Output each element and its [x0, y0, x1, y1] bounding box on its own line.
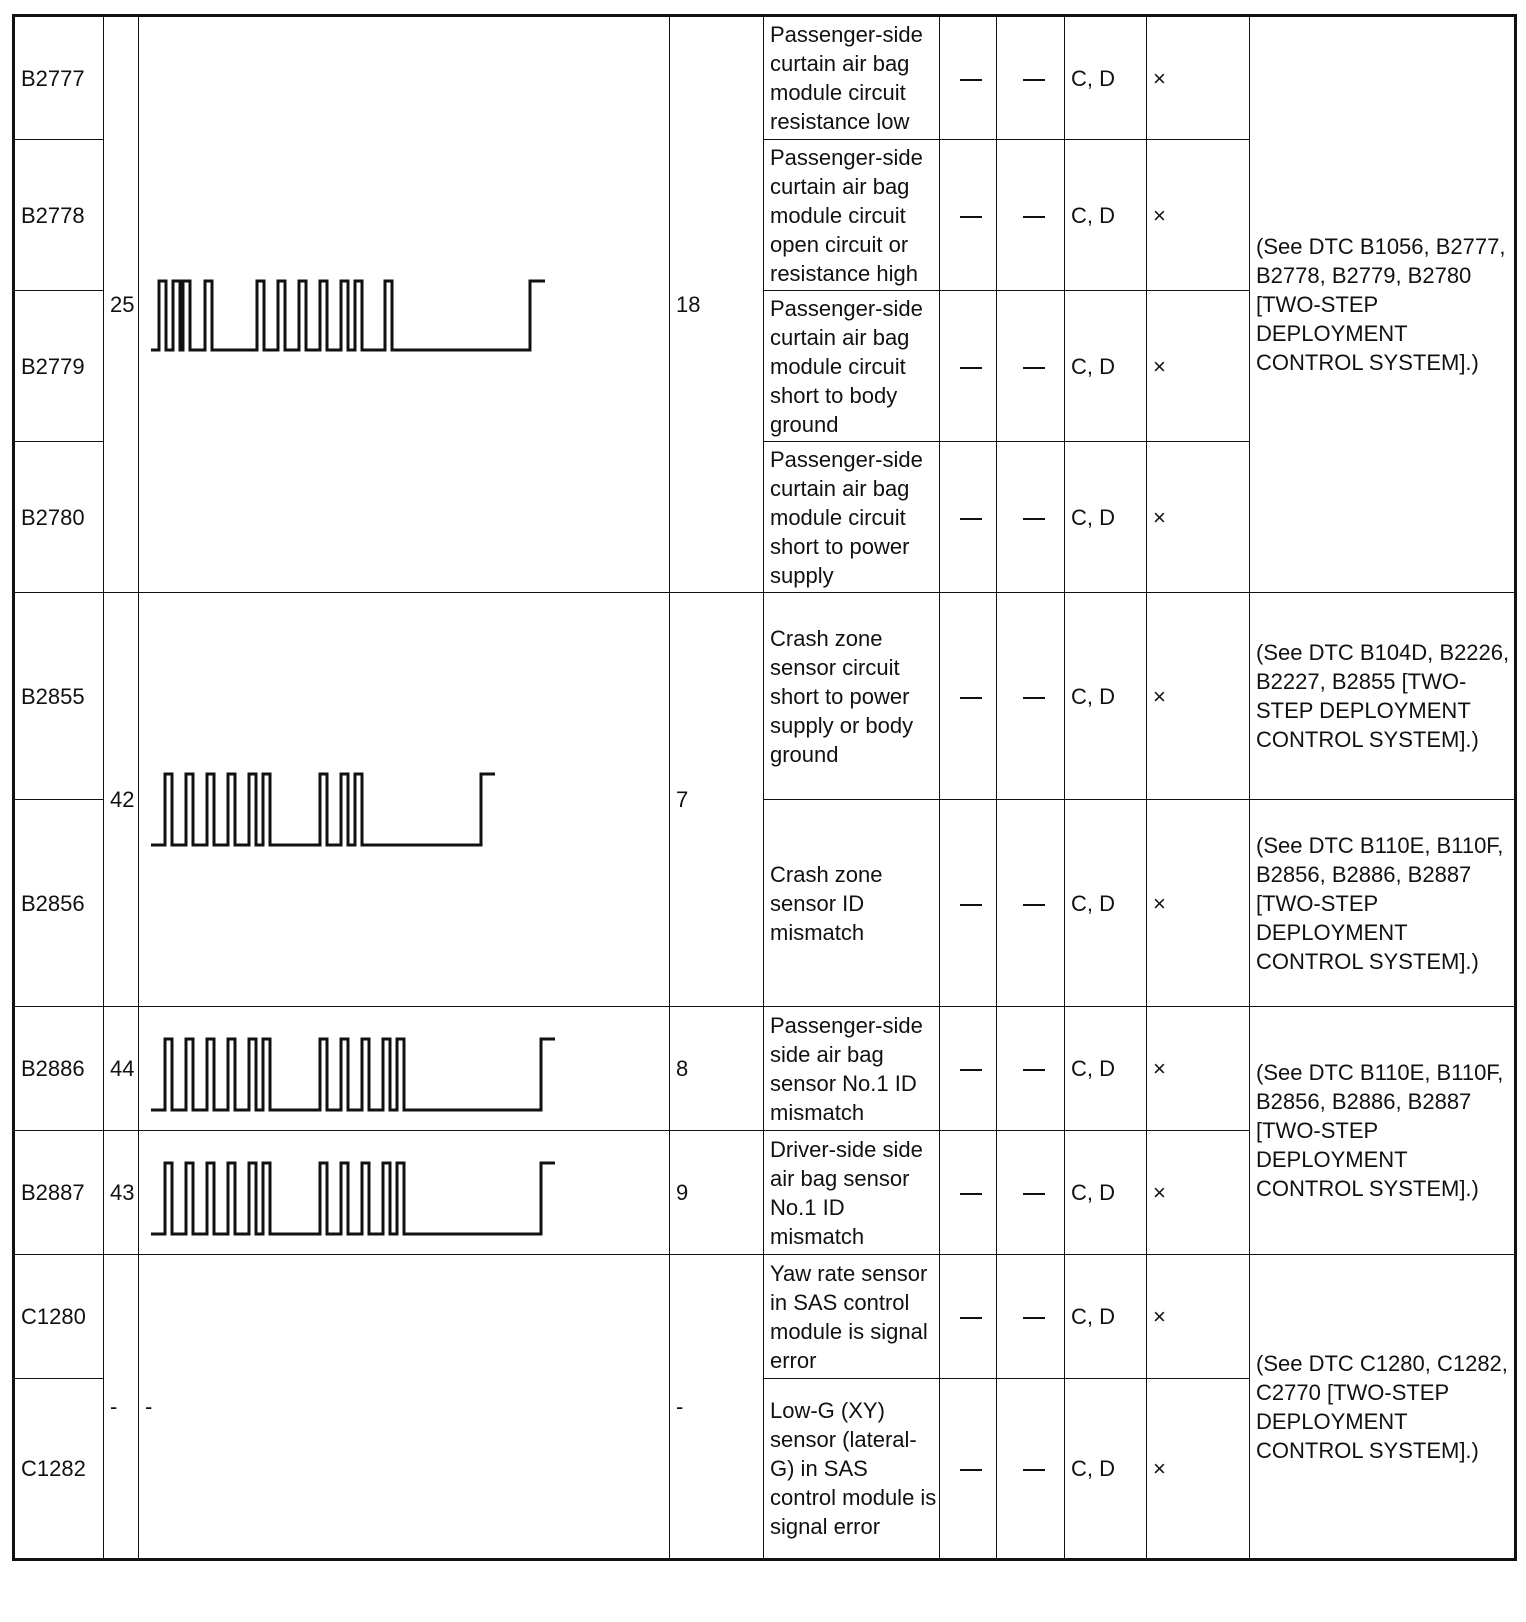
self-test-mark: × [1147, 442, 1250, 593]
dash [1023, 367, 1045, 369]
drive-cycle: C, D [1065, 442, 1147, 593]
dash [1023, 216, 1045, 218]
reference: (See DTC B110E, B110F, B2856, B2886, B2887 [TWO-STEP DEPLOYMENT CONTROL SYSTEM].) [1250, 1007, 1516, 1255]
dtc-code: B2855 [14, 593, 104, 800]
drive-cycle: C, D [1065, 16, 1147, 140]
dash [1023, 1069, 1045, 1071]
dtc-code: C1282 [14, 1379, 104, 1560]
dash [960, 1069, 982, 1071]
reference: (See DTC B104D, B2226, B2227, B2855 [TWO-STEP DEPLOYMENT CONTROL SYSTEM].) [1250, 593, 1516, 800]
dtc-description: Yaw rate sensor in SAS control module is signal error [764, 1255, 940, 1379]
dash [1023, 1469, 1045, 1471]
dash [960, 216, 982, 218]
waveform-trace [151, 281, 545, 350]
self-test-mark: × [1147, 800, 1250, 1007]
dash [960, 1193, 982, 1195]
dtc-description: Crash zone sensor circuit short to power supply or body ground [764, 593, 940, 800]
waveform-cell [139, 1007, 670, 1131]
self-test-mark: × [1147, 16, 1250, 140]
drive-cycle: C, D [1065, 1007, 1147, 1131]
dash-mark [940, 140, 997, 291]
self-test-mark: × [1147, 1007, 1250, 1131]
self-test-mark: × [1147, 593, 1250, 800]
dash-mark [997, 16, 1065, 140]
waveform-42 [145, 740, 670, 860]
dash [960, 904, 982, 906]
dtc-code: B2778 [14, 140, 104, 291]
dtc-code: B2779 [14, 291, 104, 442]
dash [960, 697, 982, 699]
waveform-cell [139, 593, 670, 1007]
dash [960, 1317, 982, 1319]
dash [960, 79, 982, 81]
dash [960, 1469, 982, 1471]
dtc-code: B2887 [14, 1131, 104, 1255]
dash [960, 367, 982, 369]
pmi-number: 8 [670, 1007, 764, 1131]
drive-cycle: C, D [1065, 800, 1147, 1007]
dash [1023, 1193, 1045, 1195]
dash [960, 518, 982, 520]
table-row [14, 16, 1516, 140]
self-test-mark: × [1147, 1131, 1250, 1255]
waveform-trace [151, 1163, 555, 1234]
dtc-code: B2777 [14, 16, 104, 140]
dash-mark [940, 1131, 997, 1255]
dtc-description: Crash zone sensor ID mismatch [764, 800, 940, 1007]
self-test-mark: × [1147, 1379, 1250, 1560]
waveform-43 [145, 1138, 670, 1248]
flash-count: 25 [104, 16, 139, 593]
dtc-description: Passenger-side side air bag sensor No.1 ID mismatch [764, 1007, 940, 1131]
flash-count: - [104, 1255, 139, 1560]
dash-mark [997, 593, 1065, 800]
table-row [14, 593, 1516, 800]
dash-mark [997, 140, 1065, 291]
dash [1023, 904, 1045, 906]
dtc-code: C1280 [14, 1255, 104, 1379]
drive-cycle: C, D [1065, 291, 1147, 442]
flash-count: 44 [104, 1007, 139, 1131]
waveform-cell [139, 16, 670, 593]
drive-cycle: C, D [1065, 1379, 1147, 1560]
dash-mark [997, 800, 1065, 1007]
drive-cycle: C, D [1065, 593, 1147, 800]
dash-mark [940, 1255, 997, 1379]
dtc-description: Low-G (XY) sensor (lateral-G) in SAS control module is signal error [764, 1379, 940, 1560]
dash-mark [940, 442, 997, 593]
drive-cycle: C, D [1065, 140, 1147, 291]
reference: (See DTC C1280, C1282, C2770 [TWO-STEP DEPLOYMENT CONTROL SYSTEM].) [1250, 1255, 1516, 1560]
dash-mark [940, 16, 997, 140]
waveform-trace [151, 1039, 555, 1110]
dash-mark [997, 1131, 1065, 1255]
reference: (See DTC B110E, B110F, B2856, B2886, B2887 [TWO-STEP DEPLOYMENT CONTROL SYSTEM].) [1250, 800, 1516, 1007]
dtc-description: Driver-side side air bag sensor No.1 ID mismatch [764, 1131, 940, 1255]
dtc-code: B2886 [14, 1007, 104, 1131]
dash-mark [940, 1007, 997, 1131]
waveform-cell [139, 1131, 670, 1255]
dash-mark [940, 291, 997, 442]
waveform-trace [151, 774, 495, 845]
flash-count: 43 [104, 1131, 139, 1255]
dtc-table [12, 14, 1517, 1561]
dash-mark [940, 593, 997, 800]
table-row [14, 1007, 1516, 1131]
self-test-mark: × [1147, 140, 1250, 291]
pmi-number: 18 [670, 16, 764, 593]
dash-mark [997, 1379, 1065, 1560]
flash-count: 42 [104, 593, 139, 1007]
drive-cycle: C, D [1065, 1131, 1147, 1255]
waveform-25 [145, 245, 670, 365]
pmi-number: 9 [670, 1131, 764, 1255]
waveform-44 [145, 1014, 670, 1124]
self-test-mark: × [1147, 1255, 1250, 1379]
reference: (See DTC B1056, B2777, B2778, B2779, B2780 [TWO-STEP DEPLOYMENT CONTROL SYSTEM].) [1250, 16, 1516, 593]
dash-mark [997, 442, 1065, 593]
dash-mark [997, 291, 1065, 442]
dash [1023, 79, 1045, 81]
table-row [14, 1255, 1516, 1379]
dash [1023, 1317, 1045, 1319]
dtc-description: Passenger-side curtain air bag module circuit short to power supply [764, 442, 940, 593]
pmi-number: - [670, 1255, 764, 1560]
dtc-code: B2856 [14, 800, 104, 1007]
waveform-placeholder: - [139, 1255, 670, 1560]
dtc-description: Passenger-side curtain air bag module circuit short to body ground [764, 291, 940, 442]
pmi-number: 7 [670, 593, 764, 1007]
dtc-description: Passenger-side curtain air bag module circuit resistance low [764, 16, 940, 140]
dash-mark [997, 1007, 1065, 1131]
dash-mark [997, 1255, 1065, 1379]
dtc-description: Passenger-side curtain air bag module circuit open circuit or resistance high [764, 140, 940, 291]
dash [1023, 518, 1045, 520]
dash-mark [940, 800, 997, 1007]
dtc-code: B2780 [14, 442, 104, 593]
self-test-mark: × [1147, 291, 1250, 442]
dash [1023, 697, 1045, 699]
drive-cycle: C, D [1065, 1255, 1147, 1379]
dash-mark [940, 1379, 997, 1560]
